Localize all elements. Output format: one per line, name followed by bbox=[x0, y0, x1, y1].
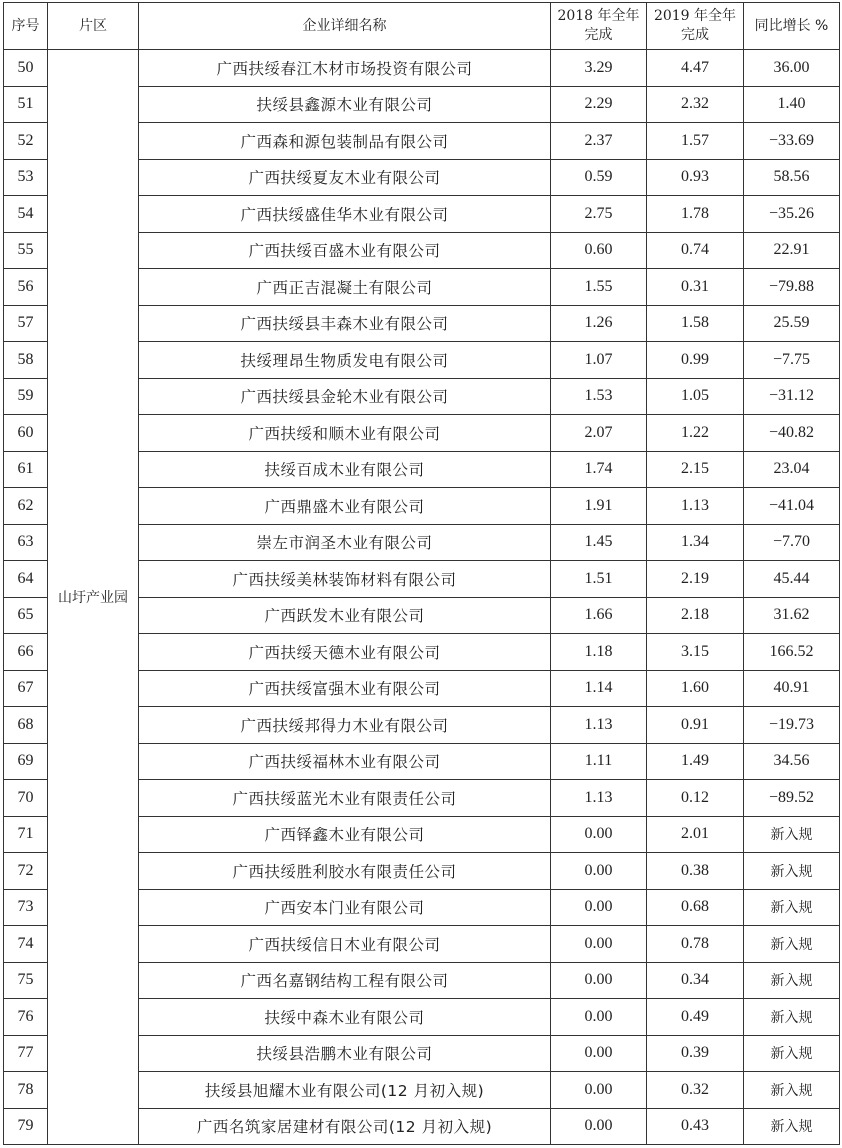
row-seq: 78 bbox=[4, 1072, 48, 1109]
growth-value: 新入规 bbox=[744, 853, 840, 890]
value-2019: 1.34 bbox=[647, 524, 744, 561]
value-2019: 3.15 bbox=[647, 634, 744, 671]
company-name: 广西扶绥美林装饰材料有限公司 bbox=[139, 561, 551, 598]
row-seq: 51 bbox=[4, 86, 48, 123]
row-seq: 70 bbox=[4, 780, 48, 817]
value-2019: 0.39 bbox=[647, 1035, 744, 1072]
company-name: 扶绥百成木业有限公司 bbox=[139, 451, 551, 488]
row-seq: 69 bbox=[4, 743, 48, 780]
value-2019: 1.13 bbox=[647, 488, 744, 525]
company-name: 广西扶绥天德木业有限公司 bbox=[139, 634, 551, 671]
value-2018: 1.13 bbox=[551, 780, 647, 817]
company-name: 广西扶绥春江木材市场投资有限公司 bbox=[139, 50, 551, 87]
row-seq: 64 bbox=[4, 561, 48, 598]
value-2018: 0.59 bbox=[551, 159, 647, 196]
company-name: 扶绥理昂生物质发电有限公司 bbox=[139, 342, 551, 379]
value-2019: 2.19 bbox=[647, 561, 744, 598]
value-2018: 0.00 bbox=[551, 816, 647, 853]
header-growth: 同比增长 % bbox=[744, 3, 840, 50]
row-seq: 67 bbox=[4, 670, 48, 707]
growth-value: 31.62 bbox=[744, 597, 840, 634]
value-2019: 0.78 bbox=[647, 926, 744, 963]
value-2018: 1.18 bbox=[551, 634, 647, 671]
value-2018: 1.14 bbox=[551, 670, 647, 707]
value-2018: 0.00 bbox=[551, 889, 647, 926]
value-2019: 2.32 bbox=[647, 86, 744, 123]
header-2019: 2019 年全年完成 bbox=[647, 3, 744, 50]
company-name: 广西扶绥邦得力木业有限公司 bbox=[139, 707, 551, 744]
value-2018: 1.26 bbox=[551, 305, 647, 342]
value-2019: 2.18 bbox=[647, 597, 744, 634]
growth-value: 34.56 bbox=[744, 743, 840, 780]
growth-value: −35.26 bbox=[744, 196, 840, 233]
growth-value: 新入规 bbox=[744, 1108, 840, 1145]
growth-value: −41.04 bbox=[744, 488, 840, 525]
row-seq: 57 bbox=[4, 305, 48, 342]
value-2019: 0.31 bbox=[647, 269, 744, 306]
company-name: 广西安本门业有限公司 bbox=[139, 889, 551, 926]
company-name: 广西扶绥胜利胶水有限责任公司 bbox=[139, 853, 551, 890]
value-2019: 1.58 bbox=[647, 305, 744, 342]
row-seq: 53 bbox=[4, 159, 48, 196]
zone-cell: 山圩产业园 bbox=[48, 50, 139, 1145]
growth-value: 22.91 bbox=[744, 232, 840, 269]
row-seq: 59 bbox=[4, 378, 48, 415]
row-seq: 55 bbox=[4, 232, 48, 269]
value-2018: 1.51 bbox=[551, 561, 647, 598]
table-header-row bbox=[4, 3, 840, 50]
company-name: 广西扶绥县金轮木业有限公司 bbox=[139, 378, 551, 415]
value-2019: 0.34 bbox=[647, 962, 744, 999]
row-seq: 50 bbox=[4, 50, 48, 87]
row-seq: 76 bbox=[4, 999, 48, 1036]
growth-value: 40.91 bbox=[744, 670, 840, 707]
company-name: 广西跃发木业有限公司 bbox=[139, 597, 551, 634]
company-name: 广西扶绥县丰森木业有限公司 bbox=[139, 305, 551, 342]
company-name: 广西扶绥夏友木业有限公司 bbox=[139, 159, 551, 196]
table-row bbox=[4, 50, 840, 87]
growth-value: 新入规 bbox=[744, 962, 840, 999]
row-seq: 79 bbox=[4, 1108, 48, 1145]
growth-value: 新入规 bbox=[744, 889, 840, 926]
value-2018: 1.11 bbox=[551, 743, 647, 780]
value-2018: 0.00 bbox=[551, 962, 647, 999]
value-2019: 2.15 bbox=[647, 451, 744, 488]
value-2018: 1.91 bbox=[551, 488, 647, 525]
company-name: 广西扶绥富强木业有限公司 bbox=[139, 670, 551, 707]
growth-value: 新入规 bbox=[744, 926, 840, 963]
growth-value: 新入规 bbox=[744, 999, 840, 1036]
value-2018: 1.55 bbox=[551, 269, 647, 306]
value-2018: 2.07 bbox=[551, 415, 647, 452]
value-2018: 0.60 bbox=[551, 232, 647, 269]
growth-value: 新入规 bbox=[744, 1035, 840, 1072]
growth-value: −7.70 bbox=[744, 524, 840, 561]
value-2019: 0.99 bbox=[647, 342, 744, 379]
growth-value: 新入规 bbox=[744, 816, 840, 853]
company-name: 广西正吉混凝土有限公司 bbox=[139, 269, 551, 306]
value-2019: 0.93 bbox=[647, 159, 744, 196]
growth-value: −40.82 bbox=[744, 415, 840, 452]
company-name: 广西扶绥蓝光木业有限责任公司 bbox=[139, 780, 551, 817]
header-zone: 片区 bbox=[48, 3, 139, 50]
value-2018: 2.75 bbox=[551, 196, 647, 233]
company-name: 扶绥县旭耀木业有限公司(12 月初入规) bbox=[139, 1072, 551, 1109]
row-seq: 60 bbox=[4, 415, 48, 452]
growth-value: 45.44 bbox=[744, 561, 840, 598]
row-seq: 61 bbox=[4, 451, 48, 488]
value-2018: 0.00 bbox=[551, 999, 647, 1036]
value-2019: 1.57 bbox=[647, 123, 744, 160]
company-name: 广西扶绥盛佳华木业有限公司 bbox=[139, 196, 551, 233]
company-name: 扶绥县浩鹏木业有限公司 bbox=[139, 1035, 551, 1072]
row-seq: 68 bbox=[4, 707, 48, 744]
growth-value: 58.56 bbox=[744, 159, 840, 196]
row-seq: 74 bbox=[4, 926, 48, 963]
company-name: 广西扶绥信日木业有限公司 bbox=[139, 926, 551, 963]
growth-value: 166.52 bbox=[744, 634, 840, 671]
row-seq: 62 bbox=[4, 488, 48, 525]
value-2018: 0.00 bbox=[551, 1072, 647, 1109]
value-2019: 0.38 bbox=[647, 853, 744, 890]
company-name: 广西名嘉钢结构工程有限公司 bbox=[139, 962, 551, 999]
growth-value: 1.40 bbox=[744, 86, 840, 123]
company-name: 广西铎鑫木业有限公司 bbox=[139, 816, 551, 853]
value-2018: 1.53 bbox=[551, 378, 647, 415]
company-name: 广西扶绥和顺木业有限公司 bbox=[139, 415, 551, 452]
growth-value: −33.69 bbox=[744, 123, 840, 160]
value-2019: 0.91 bbox=[647, 707, 744, 744]
growth-value: 23.04 bbox=[744, 451, 840, 488]
growth-value: −31.12 bbox=[744, 378, 840, 415]
value-2018: 3.29 bbox=[551, 50, 647, 87]
row-seq: 56 bbox=[4, 269, 48, 306]
row-seq: 73 bbox=[4, 889, 48, 926]
value-2019: 1.49 bbox=[647, 743, 744, 780]
value-2018: 2.37 bbox=[551, 123, 647, 160]
value-2019: 4.47 bbox=[647, 50, 744, 87]
value-2019: 0.68 bbox=[647, 889, 744, 926]
growth-value: −19.73 bbox=[744, 707, 840, 744]
value-2018: 1.07 bbox=[551, 342, 647, 379]
value-2018: 0.00 bbox=[551, 1035, 647, 1072]
company-name: 广西森和源包装制品有限公司 bbox=[139, 123, 551, 160]
growth-value: 新入规 bbox=[744, 1072, 840, 1109]
value-2019: 0.74 bbox=[647, 232, 744, 269]
company-name: 扶绥中森木业有限公司 bbox=[139, 999, 551, 1036]
company-name: 广西扶绥百盛木业有限公司 bbox=[139, 232, 551, 269]
growth-value: −7.75 bbox=[744, 342, 840, 379]
value-2019: 0.43 bbox=[647, 1108, 744, 1145]
company-name: 广西名筑家居建材有限公司(12 月初入规) bbox=[139, 1108, 551, 1145]
company-name: 扶绥县鑫源木业有限公司 bbox=[139, 86, 551, 123]
value-2019: 1.60 bbox=[647, 670, 744, 707]
header-2018: 2018 年全年完成 bbox=[551, 3, 647, 50]
value-2018: 1.66 bbox=[551, 597, 647, 634]
growth-value: 36.00 bbox=[744, 50, 840, 87]
row-seq: 52 bbox=[4, 123, 48, 160]
row-seq: 54 bbox=[4, 196, 48, 233]
value-2018: 0.00 bbox=[551, 1108, 647, 1145]
value-2019: 0.12 bbox=[647, 780, 744, 817]
row-seq: 63 bbox=[4, 524, 48, 561]
value-2019: 1.05 bbox=[647, 378, 744, 415]
value-2019: 0.49 bbox=[647, 999, 744, 1036]
value-2018: 2.29 bbox=[551, 86, 647, 123]
value-2019: 1.78 bbox=[647, 196, 744, 233]
value-2018: 1.74 bbox=[551, 451, 647, 488]
header-seq: 序号 bbox=[4, 3, 48, 50]
header-name: 企业详细名称 bbox=[139, 3, 551, 50]
company-name: 广西鼎盛木业有限公司 bbox=[139, 488, 551, 525]
row-seq: 66 bbox=[4, 634, 48, 671]
value-2019: 0.32 bbox=[647, 1072, 744, 1109]
value-2019: 2.01 bbox=[647, 816, 744, 853]
row-seq: 77 bbox=[4, 1035, 48, 1072]
growth-value: −79.88 bbox=[744, 269, 840, 306]
row-seq: 65 bbox=[4, 597, 48, 634]
row-seq: 58 bbox=[4, 342, 48, 379]
row-seq: 72 bbox=[4, 853, 48, 890]
company-name: 崇左市润圣木业有限公司 bbox=[139, 524, 551, 561]
value-2018: 1.45 bbox=[551, 524, 647, 561]
growth-value: 25.59 bbox=[744, 305, 840, 342]
value-2018: 0.00 bbox=[551, 853, 647, 890]
company-name: 广西扶绥福林木业有限公司 bbox=[139, 743, 551, 780]
row-seq: 75 bbox=[4, 962, 48, 999]
enterprise-table bbox=[3, 2, 840, 1145]
value-2019: 1.22 bbox=[647, 415, 744, 452]
row-seq: 71 bbox=[4, 816, 48, 853]
growth-value: −89.52 bbox=[744, 780, 840, 817]
table-body bbox=[4, 50, 840, 1145]
value-2018: 1.13 bbox=[551, 707, 647, 744]
value-2018: 0.00 bbox=[551, 926, 647, 963]
